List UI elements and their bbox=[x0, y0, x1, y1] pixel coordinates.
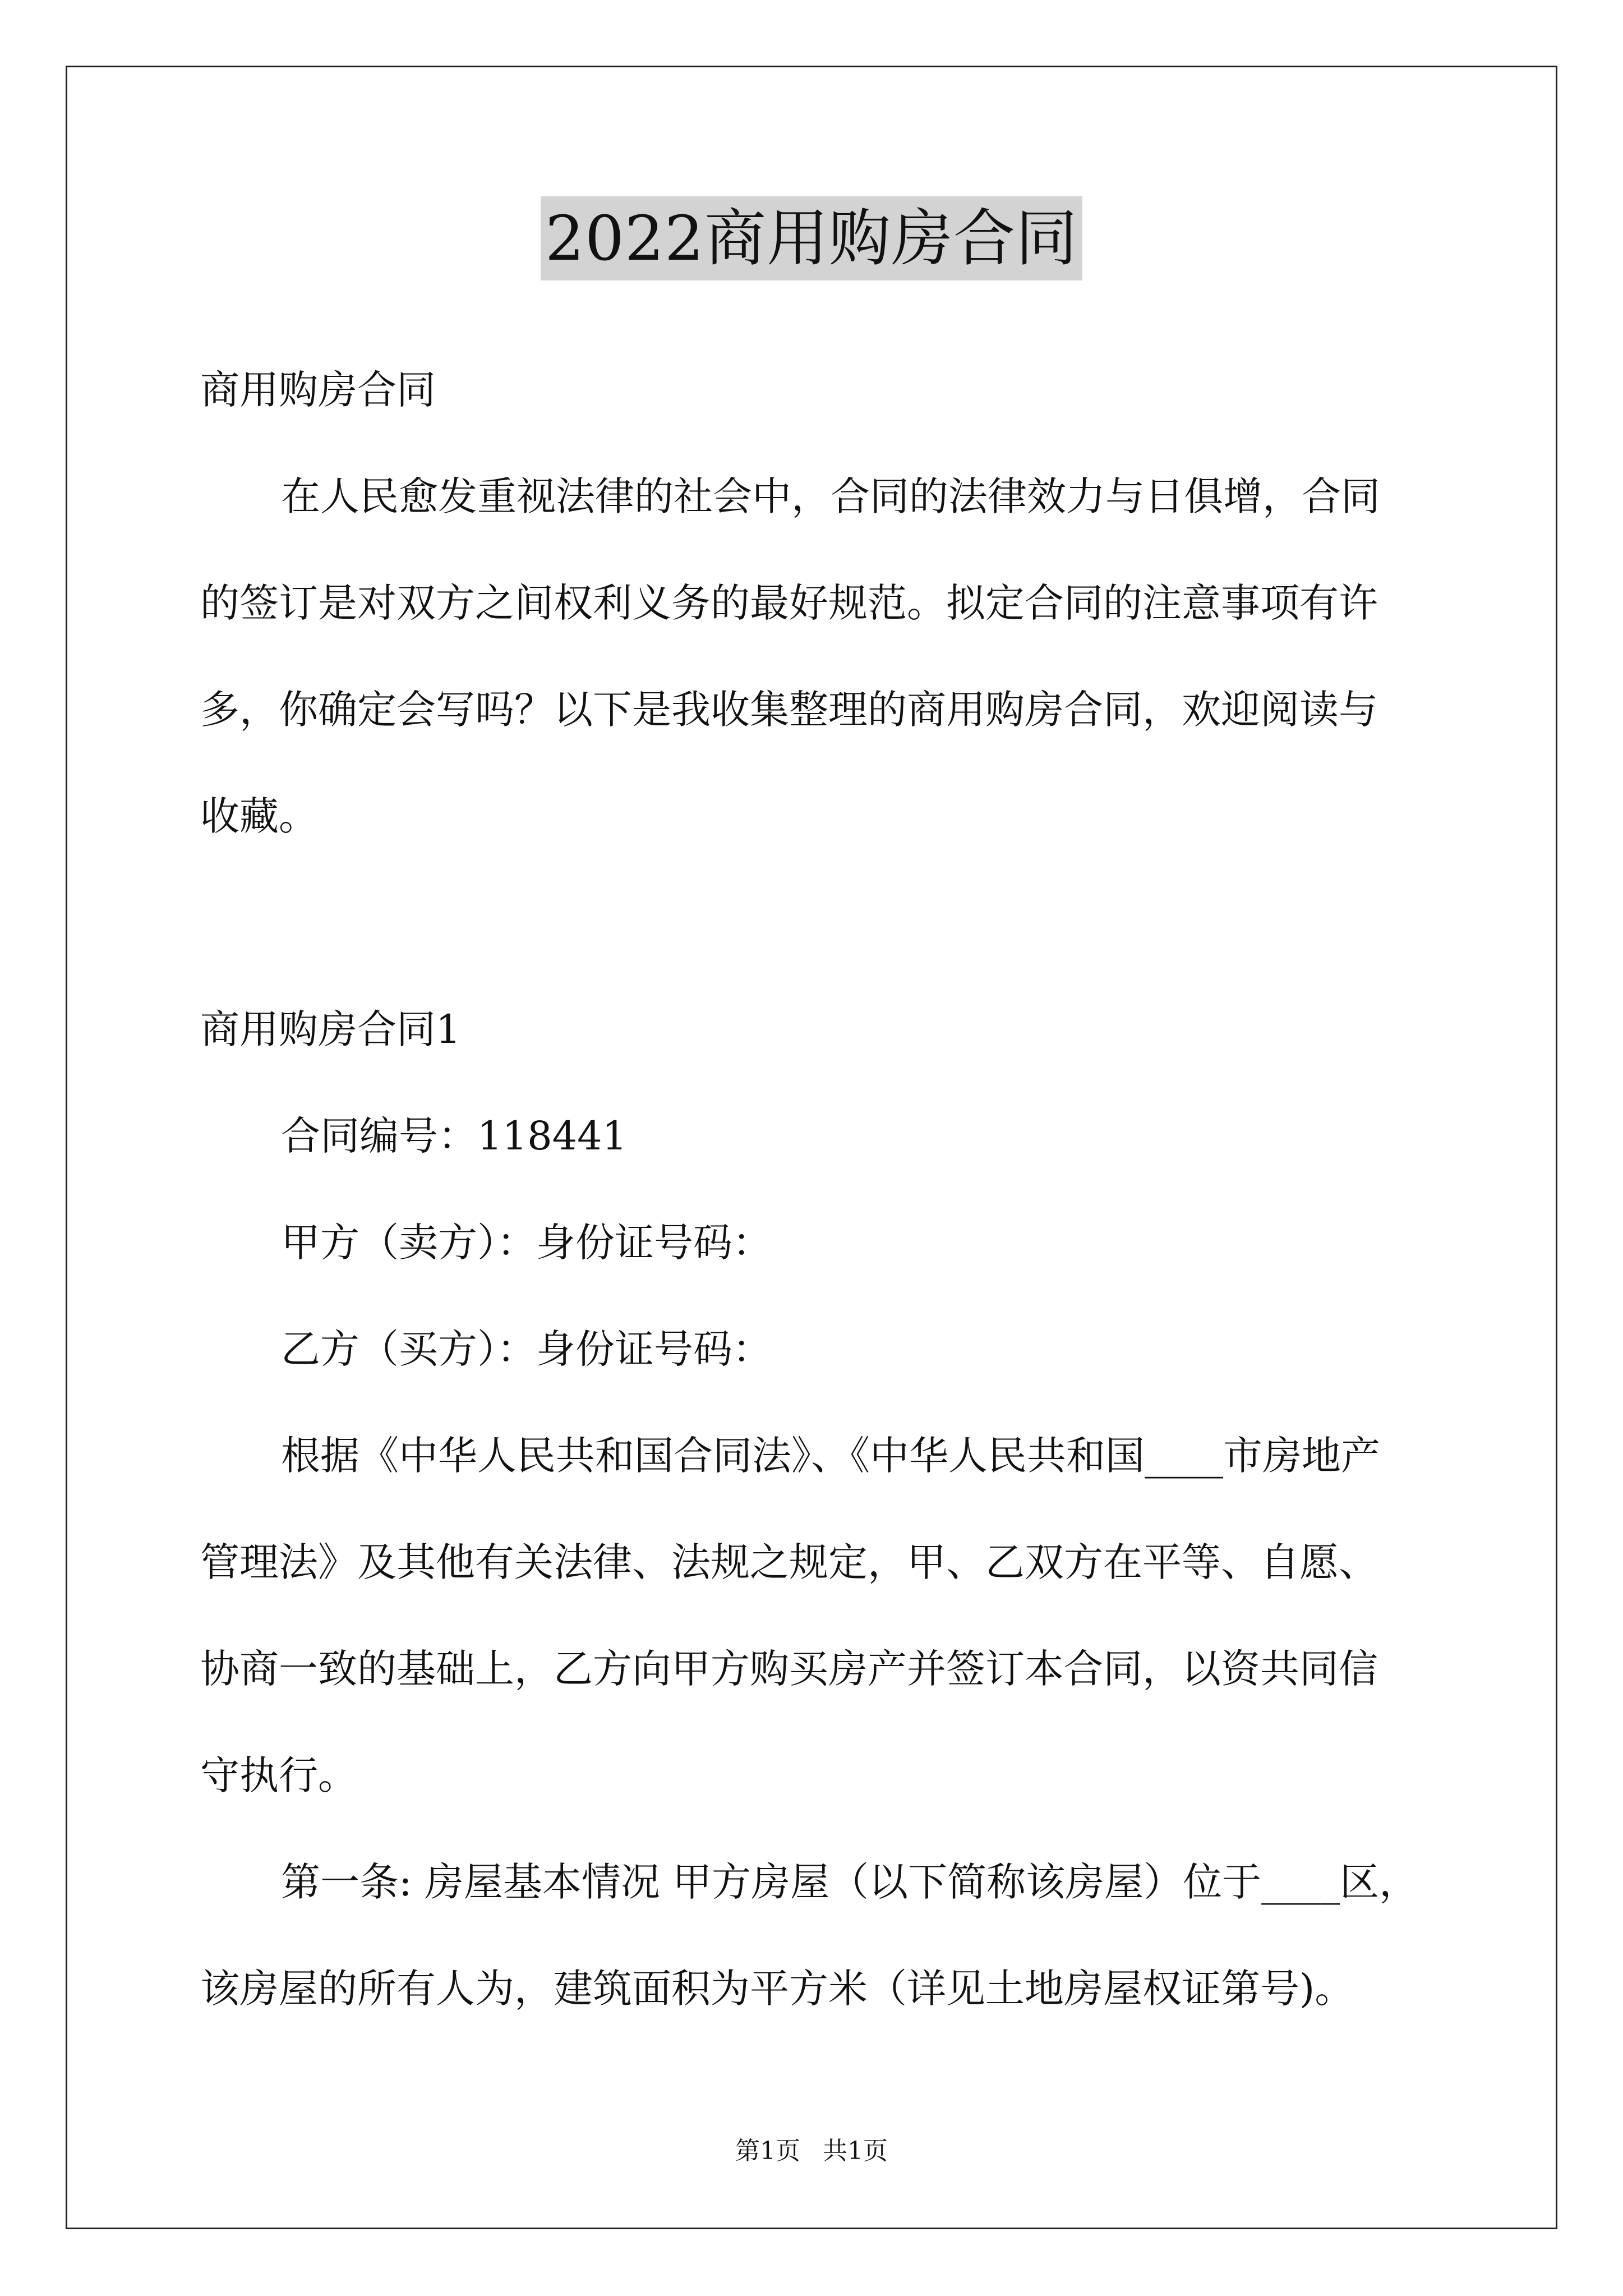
contract-section-title: 商用购房合同1 bbox=[200, 1006, 461, 1052]
document-body bbox=[200, 337, 1423, 2042]
intro-line: 多，你确定会写吗？以下是我收集整理的商用购房合同，欢迎阅读与 bbox=[200, 687, 1378, 733]
title-container bbox=[0, 196, 1623, 280]
party-b-line: 乙方（买方）：身份证号码： bbox=[281, 1326, 772, 1372]
document-title: 2022商用购房合同 bbox=[541, 196, 1082, 280]
page-total: 共1页 bbox=[823, 2137, 888, 2165]
spacer bbox=[200, 869, 1423, 976]
intro-line: 的签订是对双方之间权利义务的最好规范。拟定合同的注意事项有许 bbox=[200, 580, 1378, 626]
intro-line: 收藏。 bbox=[200, 793, 318, 839]
basis-line: 管理法》及其他有关法律、法规之规定，甲、乙双方在平等、自愿、 bbox=[200, 1539, 1378, 1585]
intro-line: 在人民愈发重视法律的社会中，合同的法律效力与日俱增，合同 bbox=[281, 473, 1380, 519]
article-1-line: 该房屋的所有人为，建筑面积为平方米（详见土地房屋权证第号)。 bbox=[200, 1966, 1354, 2012]
page-footer bbox=[0, 2134, 1623, 2168]
contract-number: 合同编号：118441 bbox=[281, 1113, 628, 1159]
basis-line: 根据《中华人民共和国合同法》、《中华人民共和国____市房地产 bbox=[281, 1433, 1380, 1479]
article-1-line: 第一条: 房屋基本情况 甲方房屋（以下简称该房屋）位于____区， bbox=[281, 1859, 1419, 1905]
basis-line: 协商一致的基础上，乙方向甲方购买房产并签订本合同，以资共同信 bbox=[200, 1646, 1378, 1692]
section-heading: 商用购房合同 bbox=[200, 367, 436, 413]
party-a-line: 甲方（卖方）：身份证号码： bbox=[281, 1220, 772, 1266]
basis-line: 守执行。 bbox=[200, 1752, 357, 1798]
page-number: 第1页 bbox=[735, 2137, 800, 2165]
